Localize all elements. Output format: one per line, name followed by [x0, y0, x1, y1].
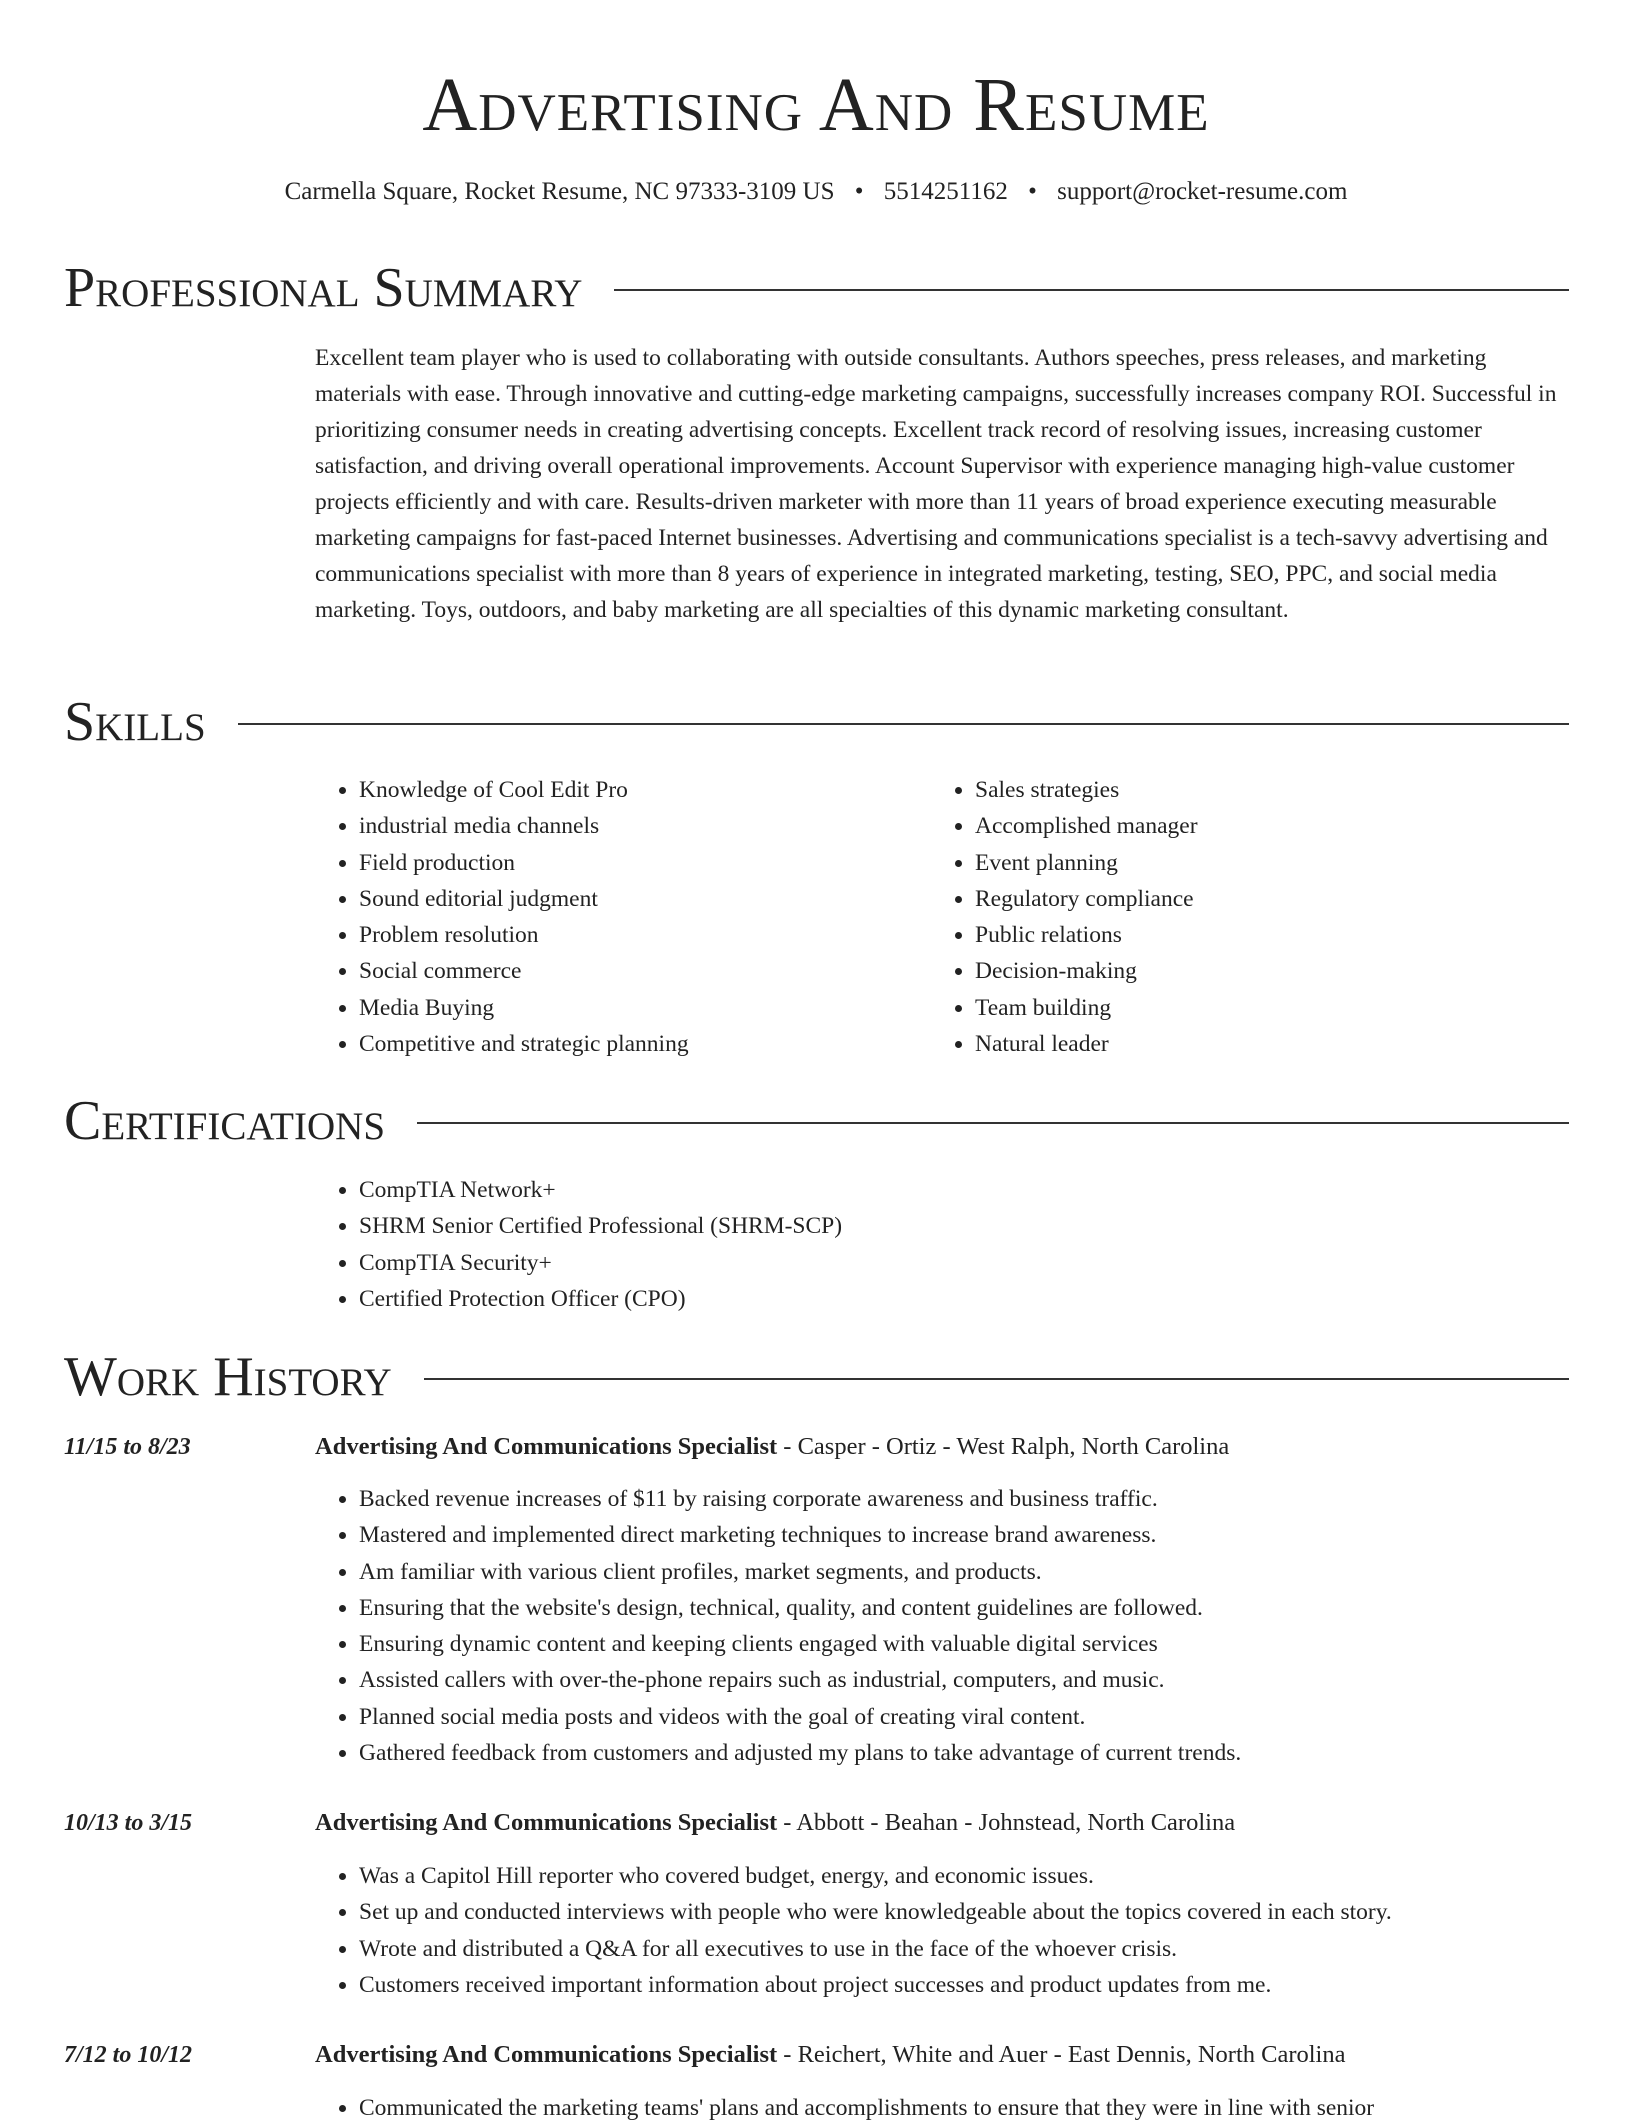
certifications-block	[315, 1172, 1415, 1317]
skill-item: • Natural leader	[975, 1026, 1531, 1062]
certifications-list	[315, 1172, 1415, 1317]
section-divider	[614, 289, 1569, 291]
skills-list-left	[315, 772, 915, 1062]
certifications-section-header	[64, 1089, 1569, 1153]
skill-item: • Competitive and strategic planning	[359, 1026, 915, 1062]
job-duty: • Gathered feedback from customers and adjusted my plans to take advantage of current trends.	[359, 1735, 1569, 1771]
job-company: - Abbott - Beahan - Johnstead, North Carolina	[777, 1809, 1236, 1836]
job-duties	[315, 1481, 1569, 1771]
skill-item: • Decision-making	[975, 953, 1531, 989]
contact-line	[0, 175, 1632, 209]
certification-item: • Certified Protection Officer (CPO)	[359, 1281, 1415, 1317]
skills-heading: Skills	[64, 691, 206, 753]
job-duties-list	[315, 1481, 1569, 1771]
skill-item: • Sales strategies	[975, 772, 1531, 808]
skill-item: • Event planning	[975, 845, 1531, 881]
certification-item: • CompTIA Security+	[359, 1245, 1415, 1281]
job-company: - Reichert, White and Auer - East Dennis, North Carolina	[777, 2041, 1346, 2068]
contact-phone: 5514251162	[883, 178, 1008, 205]
skill-item: • Regulatory compliance	[975, 881, 1531, 917]
skills-right-column	[931, 772, 1531, 1062]
job-duty: • Set up and conducted interviews with people who were knowledgeable about the topics covered in each story.	[359, 1894, 1569, 1930]
job-duty: • Am familiar with various client profiles, market segments, and products.	[359, 1554, 1569, 1590]
job-duty: • Customers received important information about project successes and product updates from me.	[359, 1967, 1569, 2003]
job-dates: 7/12 to 10/12	[64, 2042, 193, 2068]
work-section-header	[64, 1345, 1569, 1409]
certification-item: • CompTIA Network+	[359, 1172, 1415, 1208]
skill-item: • Field production	[359, 845, 915, 881]
skill-item: • Team building	[975, 990, 1531, 1026]
resume-name: Advertising And Resume	[422, 63, 1210, 147]
job-duty: • Mastered and implemented direct marketing techniques to increase brand awareness.	[359, 1517, 1569, 1553]
section-divider	[417, 1122, 1569, 1124]
section-divider	[238, 723, 1569, 725]
summary-section-header	[64, 256, 1569, 320]
job-heading	[315, 1430, 1229, 1464]
job-heading	[315, 1806, 1235, 1840]
job-title: Advertising And Communications Specialist	[315, 1433, 778, 1460]
skill-item: • Sound editorial judgment	[359, 881, 915, 917]
job-title: Advertising And Communications Specialist	[315, 1809, 778, 1836]
summary-heading: Professional Summary	[64, 257, 583, 319]
summary-text: Excellent team player who is used to collaborating with outside consultants. Authors speeches, press releases, and marketing materials with ease. Through innovative and cutting-edge marketing campaigns, successfully increases company ROI. Successful in prioritizing consumer needs in creating advertising concepts. Excellent track record of resolving issues, increasing customer satisfaction, and driving overall operational improvements. Account Supervisor with experience managing high-value customer projects efficiently and with care. Results-driven marketer with more than 11 years of broad experience executing measurable marketing campaigns for fast-paced Internet businesses. Advertising and communications specialist is a tech-savvy advertising and communications specialist with more than 8 years of experience in integrated marketing, testing, SEO, PPC, and social media marketing. Toys, outdoors, and baby marketing are all specialties of this dynamic marketing consultant.	[315, 345, 1557, 623]
job-duty: • Backed revenue increases of $11 by raising corporate awareness and business traffic.	[359, 1481, 1569, 1517]
contact-address: Carmella Square, Rocket Resume, NC 97333-3109 US	[284, 178, 835, 205]
skills-left-column	[315, 772, 915, 1062]
contact-separator: •	[1028, 178, 1037, 205]
skill-item: • industrial media channels	[359, 808, 915, 844]
skills-section-header	[64, 690, 1569, 754]
job-company: - Casper - Ortiz - West Ralph, North Carolina	[777, 1433, 1230, 1460]
job-duty: • Ensuring that the website's design, technical, quality, and content guidelines are followed.	[359, 1590, 1569, 1626]
job-dates: 11/15 to 8/23	[64, 1434, 191, 1460]
job-duties-list	[315, 2090, 1569, 2126]
certification-item: • SHRM Senior Certified Professional (SHRM-SCP)	[359, 1208, 1415, 1244]
job-duty: • Communicated the marketing teams' plans and accomplishments to ensure that they were in line with senior	[359, 2090, 1569, 2126]
job-duties-list	[315, 1858, 1569, 2003]
contact-separator: •	[854, 178, 864, 205]
skill-item: • Public relations	[975, 917, 1531, 953]
work-heading: Work History	[64, 1346, 392, 1408]
skills-list-right	[931, 772, 1531, 1062]
job-duty: • Planned social media posts and videos with the goal of creating viral content.	[359, 1699, 1569, 1735]
job-duty: • Wrote and distributed a Q&A for all executives to use in the face of the whoever crisis.	[359, 1931, 1569, 1967]
job-duty: • Ensuring dynamic content and keeping clients engaged with valuable digital services	[359, 1626, 1569, 1662]
job-duty: • Assisted callers with over-the-phone repairs such as industrial, computers, and music.	[359, 1662, 1569, 1698]
skill-item: • Problem resolution	[359, 917, 915, 953]
certifications-heading: Certifications	[64, 1090, 386, 1152]
job-dates: 10/13 to 3/15	[64, 1810, 193, 1836]
job-heading	[315, 2038, 1346, 2072]
job-title: Advertising And Communications Specialist	[315, 2041, 778, 2068]
skill-item: • Accomplished manager	[975, 808, 1531, 844]
section-divider	[424, 1378, 1569, 1380]
skill-item: • Knowledge of Cool Edit Pro	[359, 772, 915, 808]
job-duties	[315, 1858, 1569, 2003]
job-duties	[315, 2090, 1569, 2126]
job-duty: • Was a Capitol Hill reporter who covered budget, energy, and economic issues.	[359, 1858, 1569, 1894]
skill-item: • Media Buying	[359, 990, 915, 1026]
contact-email: support@rocket-resume.com	[1057, 178, 1348, 205]
skill-item: • Social commerce	[359, 953, 915, 989]
